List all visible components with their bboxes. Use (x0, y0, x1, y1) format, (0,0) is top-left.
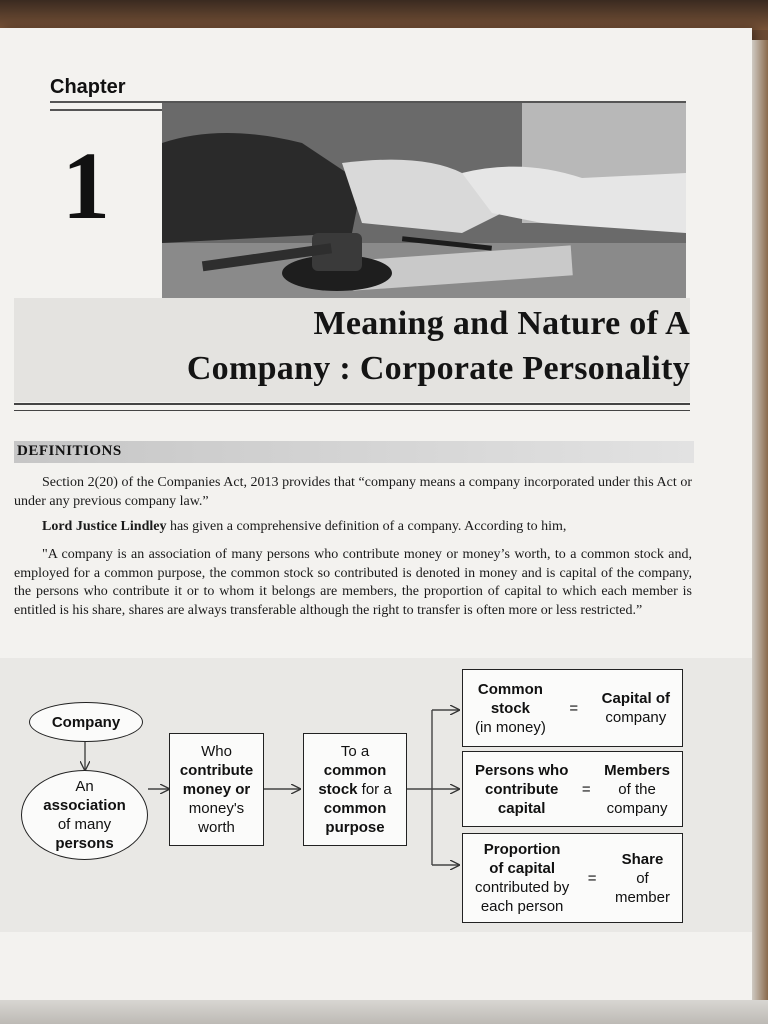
contribute-line-5: worth (198, 819, 235, 836)
eq1-left-1: Common (477, 680, 543, 698)
eq2-right-1: Members (604, 761, 670, 779)
chapter-number: 1 (62, 132, 110, 239)
lindley-name: Lord Justice Lindley (42, 519, 167, 534)
eq3-equals: = (587, 869, 597, 887)
eq1-equals: = (569, 699, 579, 717)
page-edge (752, 40, 768, 1000)
handshake-photo (162, 103, 686, 299)
chapter-label: Chapter (50, 76, 126, 98)
stock-line-4: common (323, 800, 387, 817)
eq2-right-2: of the (618, 780, 656, 798)
chapter-title-line-2: Company : Corporate Personality (186, 350, 690, 387)
association-line-4: persons (55, 835, 114, 852)
association-line-1: An (75, 778, 94, 795)
contribute-line-3: money or (182, 781, 251, 798)
stock-line-1: To a (340, 743, 370, 760)
eq1-right-2: company (605, 709, 667, 726)
eq1-right-1: Capital of (601, 690, 670, 707)
association-line-3: of many (57, 816, 112, 833)
contribute-box (169, 733, 264, 846)
company-oval (29, 702, 143, 742)
eq3-right-2: of (636, 869, 649, 887)
eq3-left-1: Proportion (483, 841, 561, 858)
contribute-line-4: money's (188, 800, 245, 817)
eq2-equals: = (581, 780, 591, 798)
desk-background (0, 0, 768, 30)
eq3-right-1: Share (621, 850, 664, 868)
table-surface (0, 1000, 768, 1024)
association-line-2: association (43, 797, 126, 814)
contribute-line-1: Who (201, 743, 232, 760)
contribute-line-2: contribute (179, 762, 254, 779)
definition-paragraph-2-text: has given a comprehensive definition of a company. According to him, (166, 519, 567, 534)
definitions-heading: DEFINITIONS (17, 443, 122, 459)
definition-paragraph-2 (14, 518, 692, 537)
eq2-left-2: contribute (485, 780, 559, 798)
members-equality-box (462, 751, 683, 827)
eq1-left-3: (in money) (475, 718, 546, 736)
definition-paragraph-3: "A company is an association of many persons who contribute money or money’s worth, to a common stock and, employed for a common purpose, the common stock so contributed is denoted in money and is capital of the company, the persons who contribute it or to whom it belongs are members, the proportion of capital to which each member is entitled is his share, shares are always transferable although the right to transfer is often more or less restricted.” (14, 547, 692, 618)
eq3-left-3: contributed by (475, 879, 570, 896)
stock-line-3a: stock (318, 781, 358, 798)
eq3-right-3: member (614, 888, 670, 906)
eq3-left-4: each person (480, 898, 564, 915)
stock-line-3b: for a (357, 781, 392, 798)
stock-line-2: common (323, 762, 387, 779)
title-rule (14, 403, 690, 411)
share-equality-box (462, 833, 683, 923)
definition-paragraph-1: Section 2(20) of the Companies Act, 2013 provides that “company means a company incorporated under this Act or under any previous company law.” (14, 475, 692, 509)
chapter-title-line-1: Meaning and Nature of A (313, 305, 690, 342)
stock-line-5: purpose (325, 819, 385, 836)
eq2-left-3: capital (497, 799, 546, 817)
eq1-left-2: stock (490, 699, 531, 717)
eq3-left-2: of capital (489, 860, 556, 877)
company-label: Company (51, 713, 121, 731)
association-oval (21, 770, 148, 860)
company-definition-diagram (0, 658, 752, 932)
capital-equality-box (462, 669, 683, 747)
eq2-right-3: company (606, 799, 668, 817)
common-stock-box (303, 733, 407, 846)
eq2-left-1: Persons who (475, 761, 569, 779)
